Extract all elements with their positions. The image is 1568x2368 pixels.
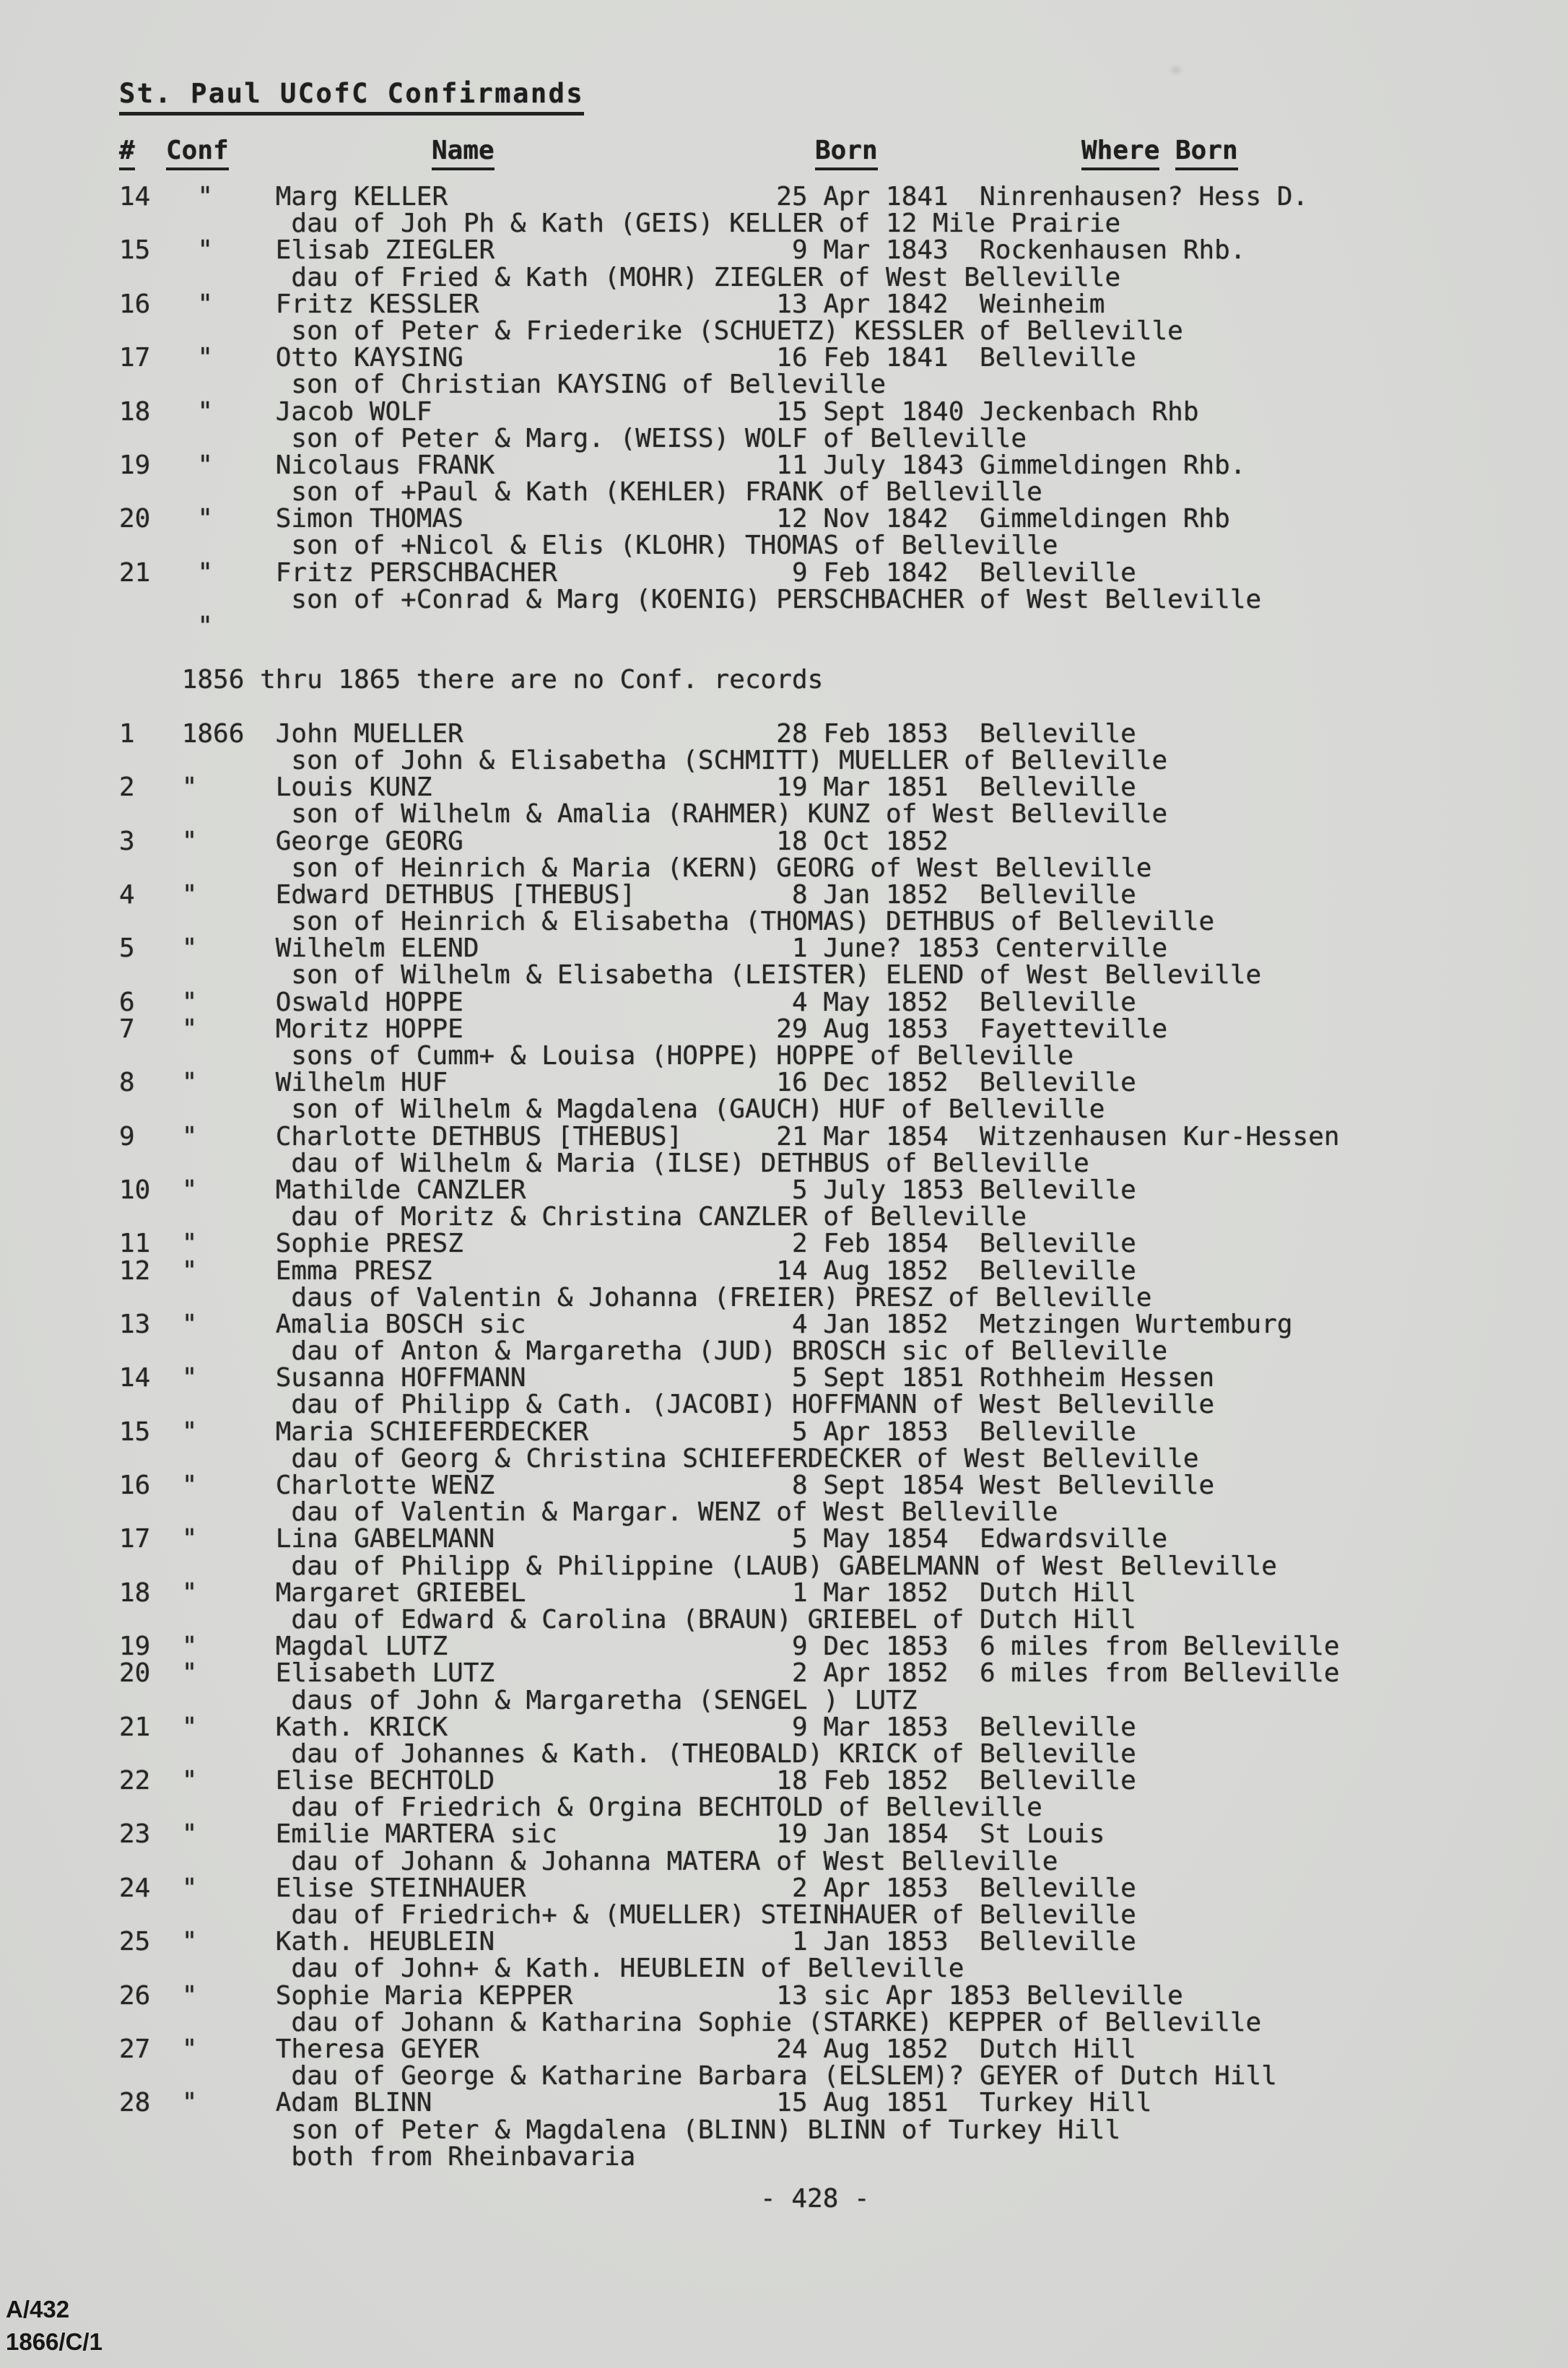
record-detail-line: dau of John+ & Kath. HEUBLEIN of Belleville — [119, 1954, 964, 1984]
record-detail-line: son of Peter & Marg. (WEISS) WOLF of Belleville — [119, 423, 1027, 453]
record-detail-line: dau of Anton & Margaretha (JUD) BROSCH sic of Belleville — [119, 1336, 1168, 1367]
record-line: 10 " Mathilde CANZLER 5 July 1853 Belleville — [119, 1175, 1136, 1205]
record-line: 9 " Charlotte DETHBUS [THEBUS] 21 Mar 1854 Witzenhausen Kur-Hessen — [119, 1121, 1340, 1152]
record-detail-line: son of Peter & Friederike (SCHUETZ) KESSLER of Belleville — [119, 315, 1183, 346]
record-line: 8 " Wilhelm HUF 16 Dec 1852 Belleville — [119, 1068, 1136, 1098]
record-detail-line: dau of Friedrich+ & (MUELLER) STEINHAUER of Belleville — [119, 1900, 1136, 1930]
record-detail-line: dau of Johannes & Kath. (THEOBALD) KRICK of Belleville — [119, 1738, 1136, 1769]
record-line: 28 " Adam BLINN 15 Aug 1851 Turkey Hill — [119, 2088, 1152, 2118]
archive-reference-line: A/432 — [6, 2296, 70, 2323]
record-line: 2 " Louis KUNZ 19 Mar 1851 Belleville — [119, 772, 1136, 803]
record-line: 12 " Emma PRESZ 14 Aug 1852 Belleville — [119, 1255, 1136, 1286]
record-line: 14 " Marg KELLER 25 Apr 1841 Ninrenhausen? Hess D. — [119, 182, 1309, 212]
record-line: 5 " Wilhelm ELEND 1 June? 1853 Centerville — [119, 933, 1168, 964]
record-detail-line: son of +Conrad & Marg (KOENIG) PERSCHBACHER of West Belleville — [119, 584, 1262, 614]
record-detail-line: son of Christian KAYSING of Belleville — [119, 370, 887, 400]
record-detail-line: son of Wilhelm & Amalia (RAHMER) KUNZ of West Belleville — [119, 799, 1168, 830]
record-line: 11 " Sophie PRESZ 2 Feb 1854 Belleville — [119, 1229, 1136, 1259]
record-detail-line: both from Rheinbavaria — [119, 2141, 636, 2172]
record-line: 13 " Amalia BOSCH sic 4 Jan 1852 Metzingen Wurtemburg — [119, 1309, 1293, 1339]
record-line: 16 " Charlotte WENZ 8 Sept 1854 West Belleville — [119, 1471, 1215, 1500]
record-detail-line: dau of Edward & Carolina (BRAUN) GRIEBEL of Dutch Hill — [119, 1604, 1136, 1634]
confirmand-records — [119, 183, 1534, 2170]
record-detail-line: daus of John & Margaretha (SENGEL ) LUTZ — [119, 1685, 918, 1715]
record-detail-line: dau of Fried & Kath (MOHR) ZIEGLER of West Belleville — [119, 262, 1121, 292]
record-detail-line: dau of Wilhelm & Maria (ILSE) DETHBUS of Belleville — [119, 1148, 1089, 1178]
record-line: 3 " George GEORG 18 Oct 1852 — [119, 826, 949, 856]
column-header-number: # — [119, 136, 135, 170]
record-detail-line: dau of George & Katharine Barbara (ELSLEM)? GEYER of Dutch Hill — [119, 2061, 1277, 2091]
record-detail-line: dau of Valentin & Margar. WENZ of West Belleville — [119, 1497, 1058, 1528]
document-title: St. Paul UCofC Confirmands — [119, 78, 584, 116]
record-detail-line: dau of Philipp & Philippine (LAUB) GABELMANN of West Belleville — [119, 1551, 1277, 1581]
record-detail-line: son of Wilhelm & Magdalena (GAUCH) HUF of Belleville — [119, 1094, 1105, 1125]
record-line: 26 " Sophie Maria KEPPER 13 sic Apr 1853 Belleville — [119, 1980, 1183, 2011]
archive-reference — [6, 2293, 103, 2358]
record-detail-line: dau of Joh Ph & Kath (GEIS) KELLER of 12 Mile Prairie — [119, 209, 1121, 239]
section-note: 1856 thru 1865 there are no Conf. records — [119, 665, 824, 695]
record-detail-line: dau of Georg & Christina SCHIEFERDECKER of West Belleville — [119, 1443, 1199, 1474]
record-detail-line: daus of Valentin & Johanna (FREIER) PRESZ of Belleville — [119, 1282, 1152, 1313]
column-header-born: Born — [815, 136, 878, 170]
record-detail-line: son of Heinrich & Elisabetha (THOMAS) DETHBUS of Belleville — [119, 907, 1215, 937]
record-line: 22 " Elise BECHTOLD 18 Feb 1852 Belleville — [119, 1766, 1136, 1796]
record-line: 19 " Magdal LUTZ 9 Dec 1853 6 miles from Belleville — [119, 1632, 1340, 1662]
record-line: 23 " Emilie MARTERA sic 19 Jan 1854 St Louis — [119, 1819, 1105, 1850]
table-header — [0, 136, 1568, 169]
record-detail-line: dau of Friedrich & Orgina BECHTOLD of Belleville — [119, 1793, 1042, 1823]
record-detail-line: son of Heinrich & Maria (KERN) GEORG of West Belleville — [119, 853, 1152, 883]
record-line: 25 " Kath. HEUBLEIN 1 Jan 1853 Belleville — [119, 1927, 1136, 1957]
record-line: 7 " Moritz HOPPE 29 Aug 1853 Fayetteville — [119, 1014, 1168, 1044]
record-line: 18 " Jacob WOLF 15 Sept 1840 Jeckenbach Rhb — [119, 396, 1199, 427]
record-detail-line: son of John & Elisabetha (SCHMITT) MUELLER of Belleville — [119, 745, 1168, 775]
record-line: 1 1866 John MUELLER 28 Feb 1853 Belleville — [119, 718, 1136, 749]
ditto-mark-line: " — [119, 611, 214, 641]
record-line: 24 " Elise STEINHAUER 2 Apr 1853 Belleville — [119, 1873, 1136, 1903]
record-line: 19 " Nicolaus FRANK 11 July 1843 Gimmeldingen Rhb. — [119, 450, 1246, 480]
record-detail-line: son of Wilhelm & Elisabetha (LEISTER) ELEND of West Belleville — [119, 960, 1262, 991]
record-detail-line: son of Peter & Magdalena (BLINN) BLINN of Turkey Hill — [119, 2115, 1121, 2145]
record-line: 21 " Kath. KRICK 9 Mar 1853 Belleville — [119, 1712, 1136, 1742]
record-detail-line: sons of Cumm+ & Louisa (HOPPE) HOPPE of Belleville — [119, 1041, 1074, 1071]
record-line: 27 " Theresa GEYER 24 Aug 1852 Dutch Hill — [119, 2034, 1136, 2064]
record-line: 6 " Oswald HOPPE 4 May 1852 Belleville — [119, 987, 1136, 1017]
column-header-where: Where — [1081, 136, 1159, 170]
page-number: - 428 - — [760, 2184, 870, 2214]
record-detail-line: son of +Paul & Kath (KEHLER) FRANK of Belleville — [119, 477, 1042, 508]
record-detail-line: dau of Johann & Johanna MATERA of West Belleville — [119, 1846, 1058, 1876]
record-detail-line: dau of Johann & Katharina Sophie (STARKE) KEPPER of Belleville — [119, 2007, 1262, 2037]
record-line: 14 " Susanna HOFFMANN 5 Sept 1851 Rothheim Hessen — [119, 1363, 1215, 1393]
archive-reference-line: 1866/C/1 — [6, 2328, 103, 2355]
record-line: 20 " Simon THOMAS 12 Nov 1842 Gimmeldingen Rhb — [119, 504, 1230, 534]
record-line: 16 " Fritz KESSLER 13 Apr 1842 Weinheim — [119, 289, 1105, 319]
record-line: 17 " Otto KAYSING 16 Feb 1841 Belleville — [119, 343, 1136, 373]
record-line: 15 " Elisab ZIEGLER 9 Mar 1843 Rockenhausen Rhb. — [119, 235, 1246, 266]
record-detail-line: dau of Moritz & Christina CANZLER of Belleville — [119, 1202, 1027, 1232]
column-header-where-born: Born — [1175, 136, 1238, 170]
record-line: 15 " Maria SCHIEFERDECKER 5 Apr 1853 Belleville — [119, 1416, 1136, 1447]
record-line: 20 " Elisabeth LUTZ 2 Apr 1852 6 miles from Belleville — [119, 1658, 1340, 1689]
blank-line — [119, 694, 1534, 721]
record-line: 4 " Edward DETHBUS [THEBUS] 8 Jan 1852 Belleville — [119, 879, 1136, 910]
record-line: 21 " Fritz PERSCHBACHER 9 Feb 1842 Belleville — [119, 557, 1136, 588]
record-line: 17 " Lina GABELMANN 5 May 1854 Edwardsville — [119, 1524, 1168, 1554]
record-detail-line: dau of Philipp & Cath. (JACOBI) HOFFMANN of West Belleville — [119, 1390, 1215, 1420]
column-header-name: Name — [432, 136, 495, 170]
record-detail-line: son of +Nicol & Elis (KLOHR) THOMAS of Belleville — [119, 531, 1058, 561]
column-header-conf: Conf — [166, 136, 229, 170]
record-line: 18 " Margaret GRIEBEL 1 Mar 1852 Dutch Hill — [119, 1577, 1136, 1608]
paper-speck — [1171, 66, 1181, 74]
blank-line — [119, 640, 1534, 666]
